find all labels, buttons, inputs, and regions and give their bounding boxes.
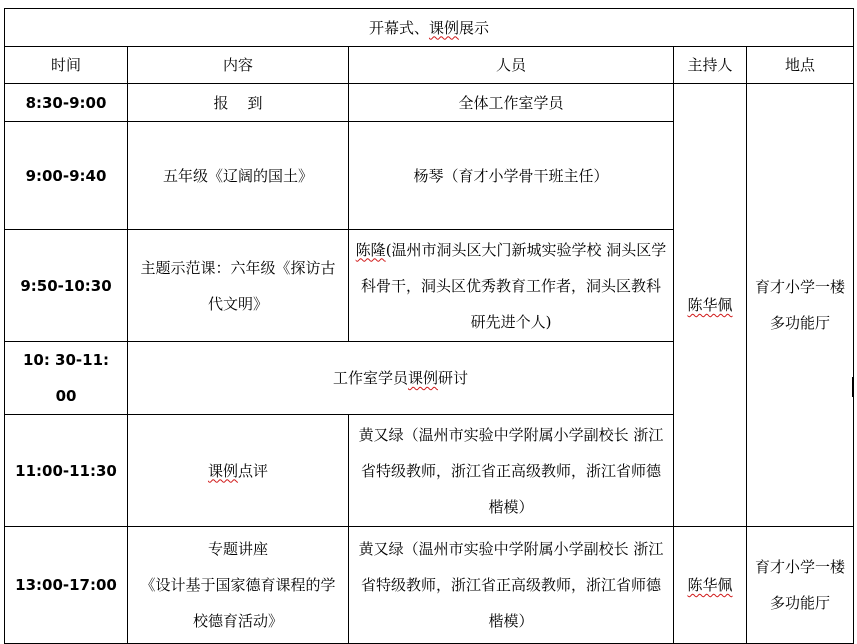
people-cell[interactable]: 陈隆(温州市洞头区大门新城实验学校 洞头区学科骨干，洞头区优秀教育工作者，洞头区教科研先进个人) [349, 230, 674, 342]
table-row [5, 527, 854, 644]
header-content[interactable]: 内容 [128, 47, 349, 84]
header-row [5, 47, 854, 84]
header-place[interactable]: 地点 [747, 47, 854, 84]
time-cell[interactable]: 10: 30-11: 00 [5, 342, 128, 415]
place-cell[interactable]: 育才小学一楼多功能厅 [747, 84, 854, 527]
header-time[interactable]: 时间 [5, 47, 128, 84]
content-cell[interactable]: 专题讲座 《设计基于国家德育课程的学校德育活动》 [128, 527, 349, 644]
title-row [5, 9, 854, 47]
people-cell[interactable]: 黄又绿（温州市实验中学附属小学副校长 浙江省特级教师，浙江省正高级教师，浙江省师德楷模） [349, 527, 674, 644]
people-cell[interactable]: 全体工作室学员 [349, 84, 674, 122]
host-cell[interactable]: 陈华佩 [674, 527, 747, 644]
content-cell[interactable]: 报 到 [128, 84, 349, 122]
time-cell[interactable]: 9:50-10:30 [5, 230, 128, 342]
people-cell[interactable]: 黄又绿（温州市实验中学附属小学副校长 浙江省特级教师，浙江省正高级教师，浙江省师德楷模） [349, 415, 674, 527]
content-cell[interactable]: 课例点评 [128, 415, 349, 527]
people-cell[interactable]: 工作室学员课例研讨 [128, 342, 674, 415]
header-people[interactable]: 人员 [349, 47, 674, 84]
time-cell[interactable]: 13:00-17:00 [5, 527, 128, 644]
table-row [5, 84, 854, 122]
place-cell[interactable]: 育才小学一楼多功能厅 [747, 527, 854, 644]
text-cursor [852, 377, 854, 397]
time-cell[interactable]: 8:30-9:00 [5, 84, 128, 122]
spell-underline: 课例 [428, 18, 459, 37]
people-cell[interactable]: 杨琴（育才小学骨干班主任） [349, 122, 674, 230]
section-title[interactable]: 开幕式、课例展示 [5, 9, 854, 47]
content-cell[interactable]: 主题示范课：六年级《探访古代文明》 [128, 230, 349, 342]
time-cell[interactable]: 9:00-9:40 [5, 122, 128, 230]
time-cell[interactable]: 11:00-11:30 [5, 415, 128, 527]
host-cell[interactable]: 陈华佩 [674, 84, 747, 527]
schedule-table [4, 8, 854, 644]
header-host[interactable]: 主持人 [674, 47, 747, 84]
content-cell[interactable]: 五年级《辽阔的国土》 [128, 122, 349, 230]
